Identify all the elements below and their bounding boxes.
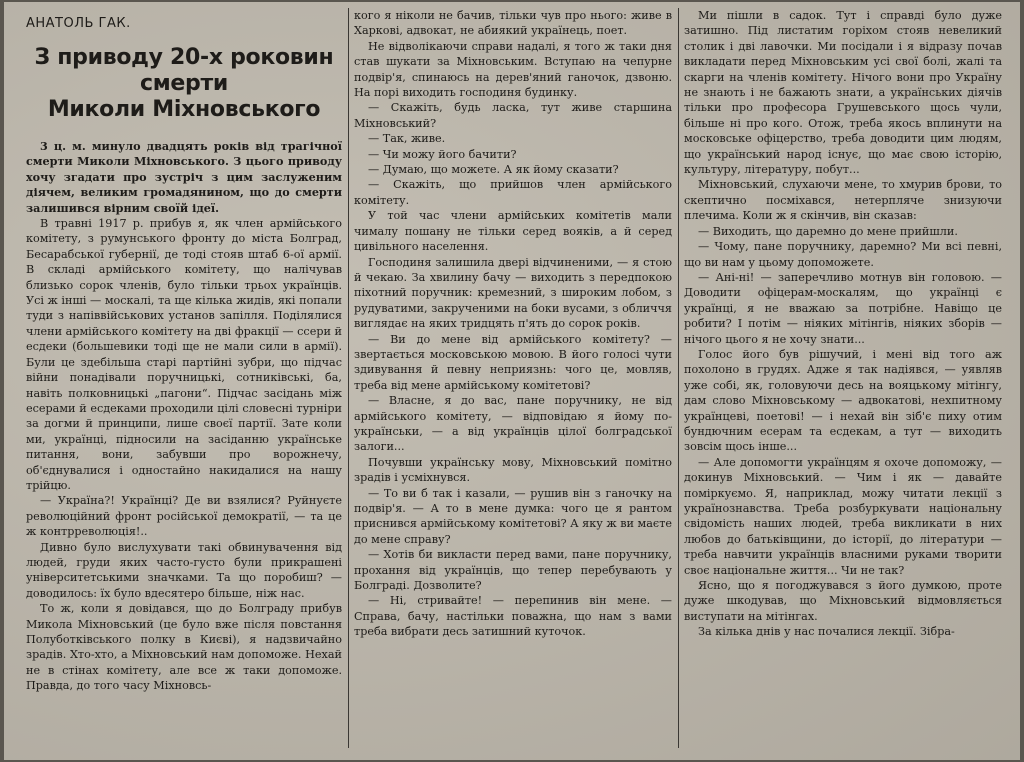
column-divider: [678, 8, 679, 748]
paragraph: Ми пішли в садок. Тут і справді було дуже затишно. Під листатим горіхом стояв невеликий столик і дві лавочки. Ми посідали і я відразу почав викладати перед Міхновським усі свої болі, жалі та скарги на членів комітету. Нічого вони про Україну не знають і не бажають знати, а українських діячів тільки про професора Грушевського щось чули, більше ні про кого. Отож, треба якось вплинути на московське офіцерство, треба доводити цим людям, що український народ існує, що має свою історію, культуру, літературу, побут...: [684, 9, 1002, 177]
headline-line-2: Миколи Міхновського: [47, 97, 321, 122]
paragraph: — Скажіть, що прийшов член армійського комітету.: [354, 178, 672, 207]
paragraph: — Але допомогти українцям я охоче допоможу, — докинув Міхновський. — Чим і як — давайте поміркуємо. Я, наприклад, можу читати лекції з українознавства. Треба розбуркувати національну свідомість наших людей, треба викликати в них любов до батьківщини, до історії, до літератури — треба навчити українців власними руками творити своє національне життя... Чи не так?: [684, 455, 1002, 577]
paragraph: — Чи можу його бачити?: [368, 147, 517, 161]
paragraph: — Скажіть, будь ласка, тут живе старшина Міхновський?: [354, 101, 672, 130]
paragraph: — Власне, я до вас, пане поручнику, не від армійського комітету, — відповідаю я йому по-українськи, — а від українців цілої болградської залоги...: [354, 394, 672, 454]
paragraph: Не відволікаючи справи надалі, я того ж таки дня став шукати за Міхновським. Вступаю на чепурне подвір'я, спинаюсь на дерев'яний ганочок, дзвоню. На порі виходить господиня будинку.: [354, 39, 672, 100]
paragraph: У той час члени армійських комітетів мали чималу пошану не тільки серед вояків, а й серед цивільного населення.: [354, 209, 672, 254]
paragraph: Почувши українську мову, Міхновський помітно зрадів і усміхнувся.: [354, 455, 672, 485]
column-divider: [348, 8, 349, 748]
paragraph: — Так, живе.: [368, 132, 446, 146]
paragraph: — Україна?! Українці? Де ви взялися? Руйнуєте революційний фронт російської демократії, — та це ж контрреволюція!..: [26, 494, 342, 539]
paragraph: — Чому, пане поручнику, даремно? Ми всі певні, що ви нам у цьому допоможете.: [684, 240, 1002, 269]
paragraph: Господиня залишила двері відчиненими, — я стою й чекаю. За хвилину бачу — виходить з передпокою піхотний поручник: кремезний, з широким лобом, з рудуватими, закрученими на боки вусами, з обличчя виглядає на яких тридцять п'ять до сорок років.: [354, 255, 672, 331]
paragraph: Ясно, що я погоджувався з його думкою, проте дуже шкодував, що Міхновський відмовляється виступати на мітінгах.: [684, 579, 1002, 623]
paragraph: То ж, коли я довідався, що до Болграду прибув Микола Міхновський (це було вже після повстання Полуботківського полку в Києві), я надзвичайно зрадів. Хто-хто, а Міхновський нам допоможе. Нехай не в стінах комітету, але все ж таки допоможе. Правда, до того часу Міхновсь-: [26, 602, 342, 693]
column-2: [354, 8, 672, 756]
column-1: [26, 8, 342, 756]
paragraph: — Думаю, що можете. А як йому сказати?: [368, 163, 619, 177]
article-headline: [26, 45, 342, 123]
paragraph: кого я ніколи не бачив, тільки чув про нього: живе в Харкові, адвокат, не абиякий українець, поет.: [354, 9, 672, 38]
paragraph: — Виходить, що даремно до мене прийшли.: [698, 224, 958, 238]
paragraph: — Ви до мене від армійського комітету? — звертається московською мовою. В його голосі чути здивування й певну неприязнь: чого це, мовляв, треба від мене армійському комітетові?: [354, 332, 672, 392]
paragraph: — Ні, стривайте! — перепинив він мене. — Справа, бачу, настільки поважна, що нам з вами треба вибрати десь затишний куточок.: [354, 594, 672, 639]
paragraph: Міхновський, слухаючи мене, то хмурив брови, то скептично посміхався, нетерпляче знизуючи плечима. Коли ж я скінчив, він сказав:: [684, 178, 1002, 223]
headline-line-1: З приводу 20-х роковин смерти: [34, 45, 334, 96]
paragraph: Голос його був рішучий, і мені від того аж похолоно в грудях. Адже я так надіявся, — уявляв уже собі, як, головуючи десь на вояцькому мітінгу, дам слово Міхновському — адвокатові, нехпитному українцеві, поетові! — і нехай він зіб'є пиху отим бундючним есерам та есдекам, а тут — виходить зовсім щось інше...: [684, 347, 1002, 454]
paragraph: — Ані-ні! — заперечливо мотнув він головою. — Доводити офіцерам-москалям, що українці є українці, я не вважаю за потрібне. Навіщо це робити? І потім — ніяких мітінгів, ніяких зборів — нічого цього я не хочу знати...: [684, 270, 1002, 346]
paragraph: Дивно було вислухувати такі обвинувачення від людей, груди яких часто-густо були прикрашені університетськими значками. Та що поробиш? — доводилось: їх було вдесятеро більше, ніж нас.: [26, 540, 342, 600]
article-author: АНАТОЛЬ ГАК.: [26, 16, 131, 31]
paragraph: — Хотів би викласти перед вами, пане поручнику, прохання від українців, що тепер перебувають у Болграді. Дозволите?: [354, 548, 672, 593]
newspaper-page: [4, 2, 1020, 760]
paragraph: В травні 1917 р. прибув я, як член армійського комітету, з румунського фронту до міста Болград, Бесарабської губернії, де тоді стояв штаб 6-ої армії. В складі армійського комітету, що налічував близько сорок членів, було тільки трьох українців. Усі ж інші — москалі, та ще кілька жидів, які попали туди з напіввійськових установ запілля. Поділялися члени армійського комітету на дві фракції — ссери й есдеки (большевики тоді ще не мали сили в армії). Були це здебільша старі партійні зубри, що підчас війни понадівали поручницькі, сотниківські, ба, навіть полковницькі „пагони“. Підчас засідань між есерами й есдеками проходили цілі словесні турніри за догми й принципи, лише своєї партії. Зате коли ми, українці, підносили на засіданню українське питання, вони, забувши про ворожнечу, об'єднувалися і одностайно накидалися на нашу трійцю.: [26, 217, 342, 492]
column-3: [684, 8, 1002, 756]
paragraph: 3 ц. м. минуло двадцять років від трагічної смерти Миколи Міхновського. З цього приводу хочу згадати про зустріч з цим заслуженим діячем, великим громадянином, що до смерти залишився вірним своїй ідеї.: [26, 139, 342, 215]
paragraph: — То ви б так і казали, — рушив він з ганочку на подвір'я. — А то в мене думка: чого це я рантом приснився армійському комітетові? А яку ж ви маєте до мене справу?: [354, 486, 672, 546]
paragraph: За кілька днів у нас почалися лекції. Зібра-: [698, 625, 955, 639]
